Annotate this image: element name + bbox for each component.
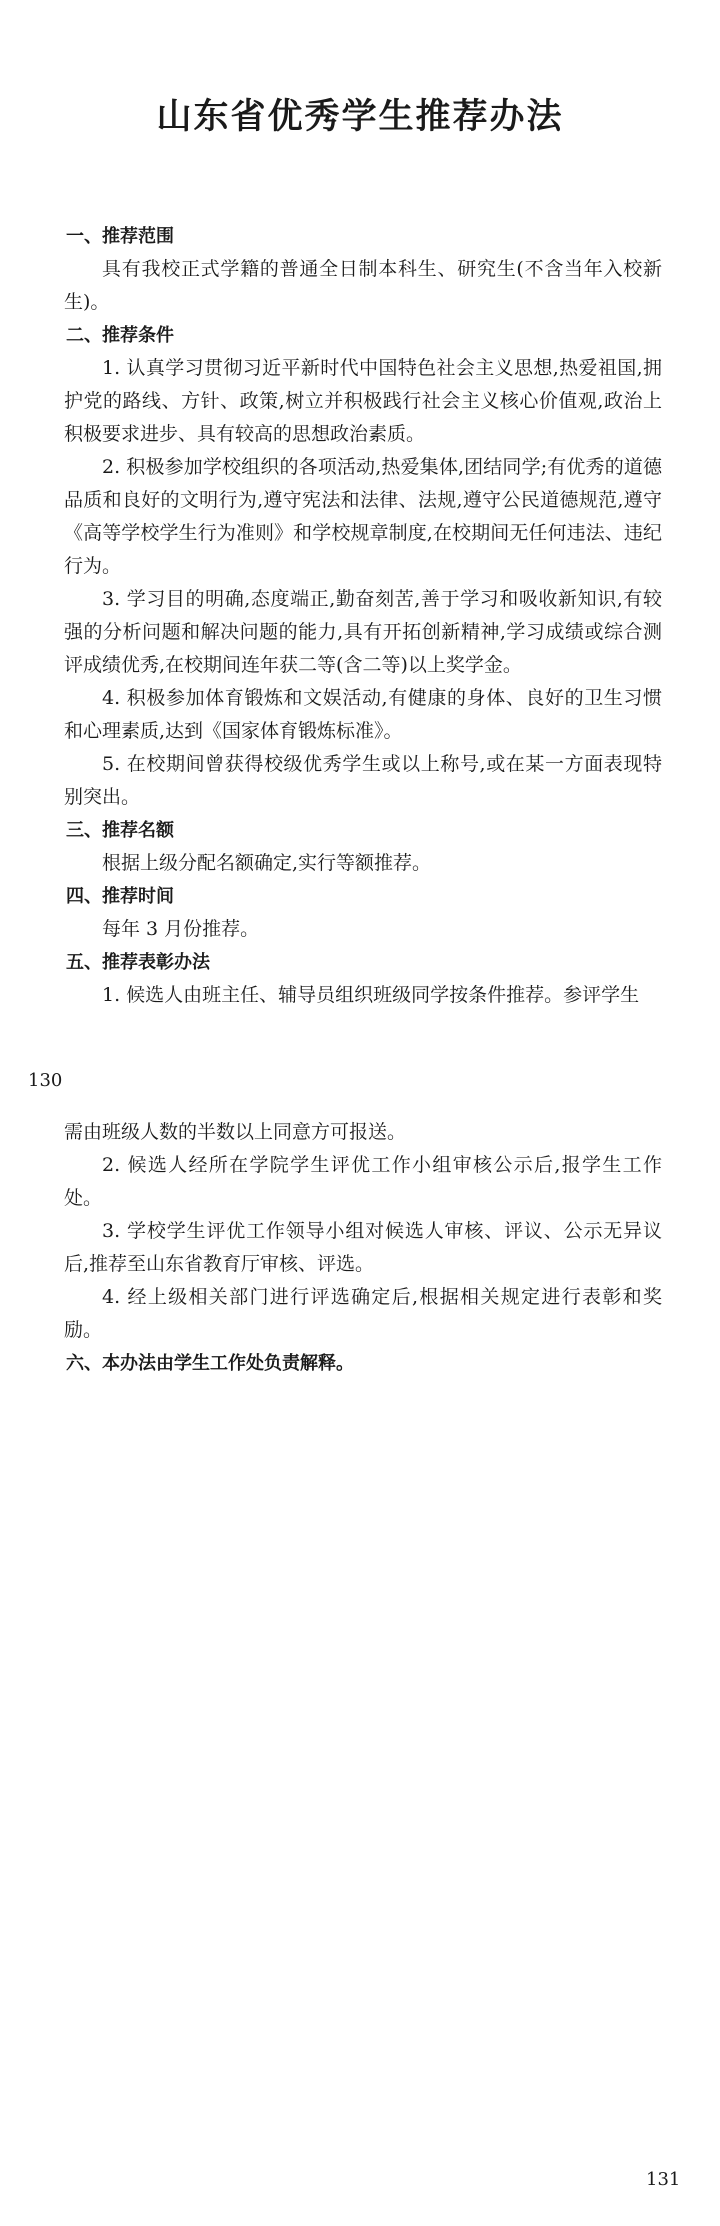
procedure-item-3: 3. 学校学生评优工作领导小组对候选人审核、评议、公示无异议后,推荐至山东省教育厅审核、评选。 (64, 1220, 662, 1275)
quota-paragraph: 根据上级分配名额确定,实行等额推荐。 (102, 852, 432, 874)
procedure-item-4: 4. 经上级相关部门进行评选确定后,根据相关规定进行表彰和奖励。 (64, 1286, 662, 1341)
scope-paragraph: 具有我校正式学籍的普通全日制本科生、研究生(不含当年入校新生)。 (64, 258, 662, 313)
procedure-item-1-start: 1. 候选人由班主任、辅导员组织班级同学按条件推荐。参评学生 (102, 984, 640, 1006)
condition-item-3: 3. 学习目的明确,态度端正,勤奋刻苦,善于学习和吸收新知识,有较强的分析问题和解决问题的能力,具有开拓创新精神,学习成绩或综合测评成绩优秀,在校期间连年获二等(含二等)以上奖学金。 (64, 588, 662, 676)
document-body-page-131 (64, 1116, 662, 1380)
page-number-131: 131 (646, 2169, 681, 2190)
section-heading-conditions: 二、推荐条件 (66, 325, 174, 346)
section-heading-interpretation: 六、本办法由学生工作处负责解释。 (66, 1353, 354, 1374)
document-body-page-130 (64, 220, 662, 1012)
condition-item-4: 4. 积极参加体育锻炼和文娱活动,有健康的身体、良好的卫生习惯和心理素质,达到《国家体育锻炼标准》。 (64, 687, 662, 742)
section-heading-scope: 一、推荐范围 (66, 226, 174, 247)
section-heading-procedure: 五、推荐表彰办法 (66, 952, 210, 973)
condition-item-1: 1. 认真学习贯彻习近平新时代中国特色社会主义思想,热爱祖国,拥护党的路线、方针、政策,树立并积极践行社会主义核心价值观,政治上积极要求进步、具有较高的思想政治素质。 (64, 357, 662, 445)
procedure-item-2: 2. 候选人经所在学院学生评优工作小组审核公示后,报学生工作处。 (64, 1154, 662, 1209)
page-number-130: 130 (28, 1070, 63, 1091)
page-title: 山东省优秀学生推荐办法 (156, 96, 564, 137)
procedure-item-1-end: 需由班级人数的半数以上同意方可报送。 (64, 1121, 407, 1143)
section-heading-quota: 三、推荐名额 (66, 820, 174, 841)
condition-item-2: 2. 积极参加学校组织的各项活动,热爱集体,团结同学;有优秀的道德品质和良好的文明行为,遵守宪法和法律、法规,遵守公民道德规范,遵守《高等学校学生行为准则》和学校规章制度,在校期间无任何违法、违纪行为。 (64, 456, 662, 577)
condition-item-5: 5. 在校期间曾获得校级优秀学生或以上称号,或在某一方面表现特别突出。 (64, 753, 662, 808)
timing-paragraph: 每年 3 月份推荐。 (102, 918, 260, 940)
section-heading-timing: 四、推荐时间 (66, 886, 174, 907)
